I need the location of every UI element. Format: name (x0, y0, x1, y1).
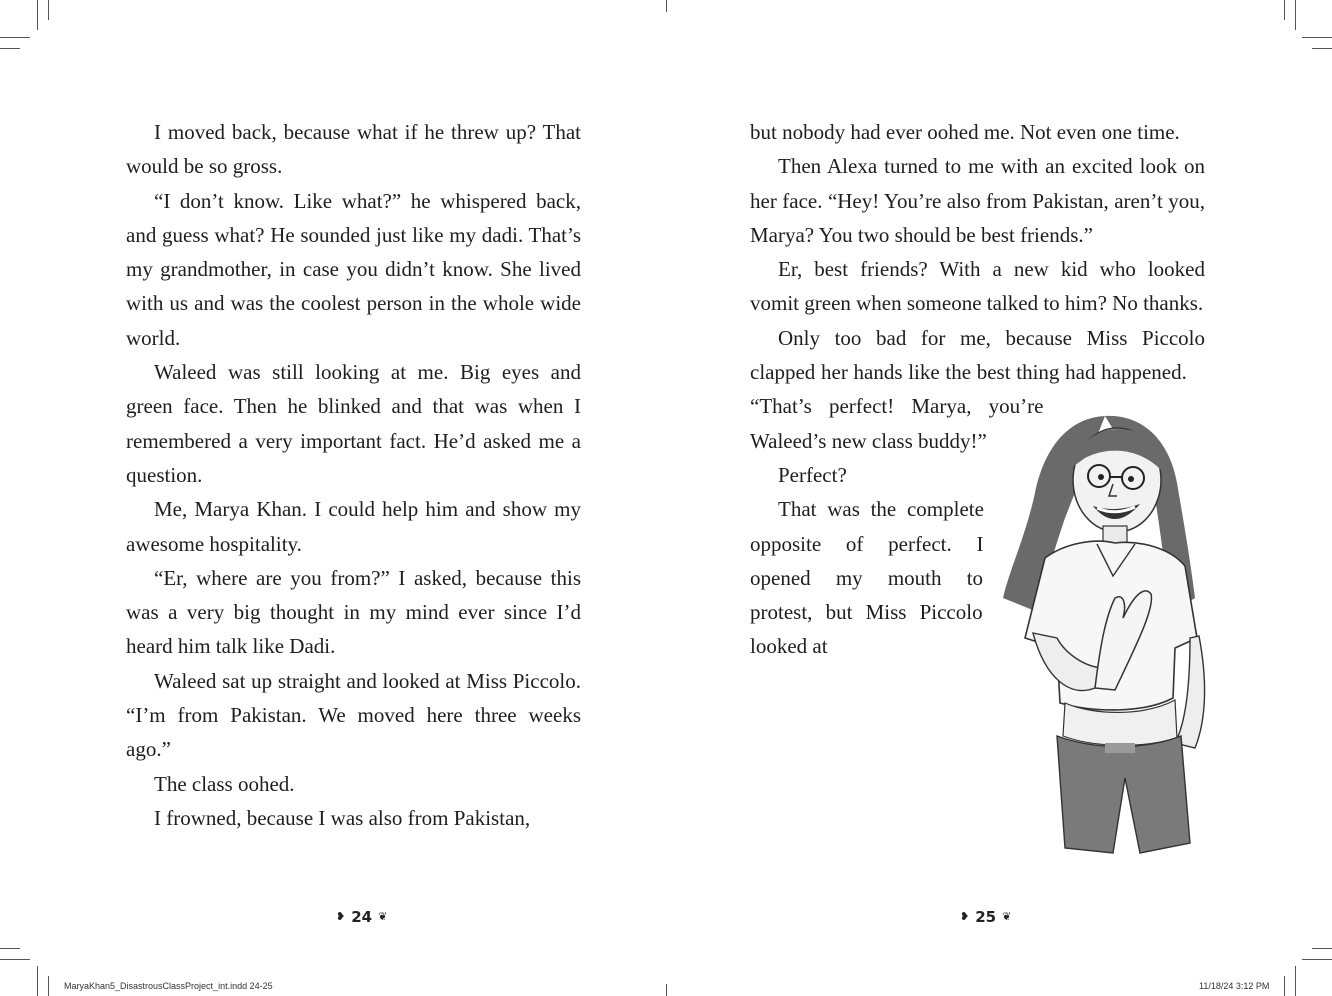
crop-mark (1284, 0, 1285, 20)
paragraph: Er, best friends? With a new kid who looked vomit green when someone talked to him? No thanks. (750, 257, 1205, 316)
crop-mark (666, 984, 667, 996)
ornament-icon: ❥ (960, 910, 970, 923)
ornament-icon: ❦ (378, 910, 388, 923)
paragraph: “Er, where are you from?” I asked, because this was a very big thought in my mind ever since I’d heard him talk like Dadi. (126, 565, 581, 659)
page-number-left: ❥ 24 ❦ (336, 908, 388, 926)
crop-mark (48, 0, 49, 20)
crop-mark (1295, 966, 1296, 996)
paragraph: Me, Marya Khan. I could help him and show my awesome hospitality. (126, 497, 581, 556)
crop-mark (0, 948, 20, 949)
crop-mark (37, 0, 38, 30)
paragraph: I frowned, because I was also from Pakistan, (154, 805, 531, 830)
crop-mark (666, 0, 667, 12)
left-page-text (126, 115, 581, 835)
crop-mark (1284, 976, 1285, 996)
paragraph: “I don’t know. Like what?” he whispered back, and guess what? He sounded just like my dadi. That’s my grandmother, in case you didn’t know. She lived with us and was the coolest person in the whole wide world. (126, 188, 581, 350)
crop-mark (0, 48, 20, 49)
paragraph: The class oohed. (154, 771, 295, 796)
paragraph: That was the complete opposite of perfect. I opened my mouth to protest, but Miss Piccolo looked at (750, 497, 984, 659)
slug-filename: MaryaKhan5_DisastrousClassProject_int.indd 24-25 (64, 981, 273, 991)
page-number-right: ❥ 25 ❦ (960, 908, 1012, 926)
paragraph: Perfect? (778, 462, 847, 487)
paragraph: Waleed was still looking at me. Big eyes and green face. Then he blinked and that was when I remembered a very important fact. He’d asked me a question. (126, 360, 581, 487)
paragraph: Waleed sat up straight and looked at Miss Piccolo. “I’m from Pakistan. We moved here three weeks ago.” (126, 668, 581, 762)
crop-mark (48, 976, 49, 996)
crop-mark (0, 959, 30, 960)
crop-mark (1295, 0, 1296, 30)
ornament-icon: ❦ (1002, 910, 1012, 923)
paragraph: I moved back, because what if he threw up? That would be so gross. (126, 120, 581, 179)
paragraph: but nobody had ever oohed me. Not even one time. (750, 120, 1180, 144)
crop-mark (0, 37, 30, 38)
ornament-icon: ❥ (336, 910, 346, 923)
crop-mark (1302, 959, 1332, 960)
paragraph: Then Alexa turned to me with an excited look on her face. “Hey! You’re also from Pakistan, aren’t you, Marya? You two should be best friends.” (750, 154, 1205, 247)
crop-mark (1302, 37, 1332, 38)
girl-clapping-illustration (985, 398, 1215, 858)
crop-mark (1312, 48, 1332, 49)
slug-timestamp: 11/18/24 3:12 PM (1199, 981, 1270, 991)
crop-mark (37, 966, 38, 996)
paragraph: Only too bad for me, because Miss Piccolo clapped her hands like the best thing had happened. “That’s perfect! Marya, you’re Waleed’s new class buddy!” (750, 325, 1205, 453)
crop-mark (1312, 948, 1332, 949)
